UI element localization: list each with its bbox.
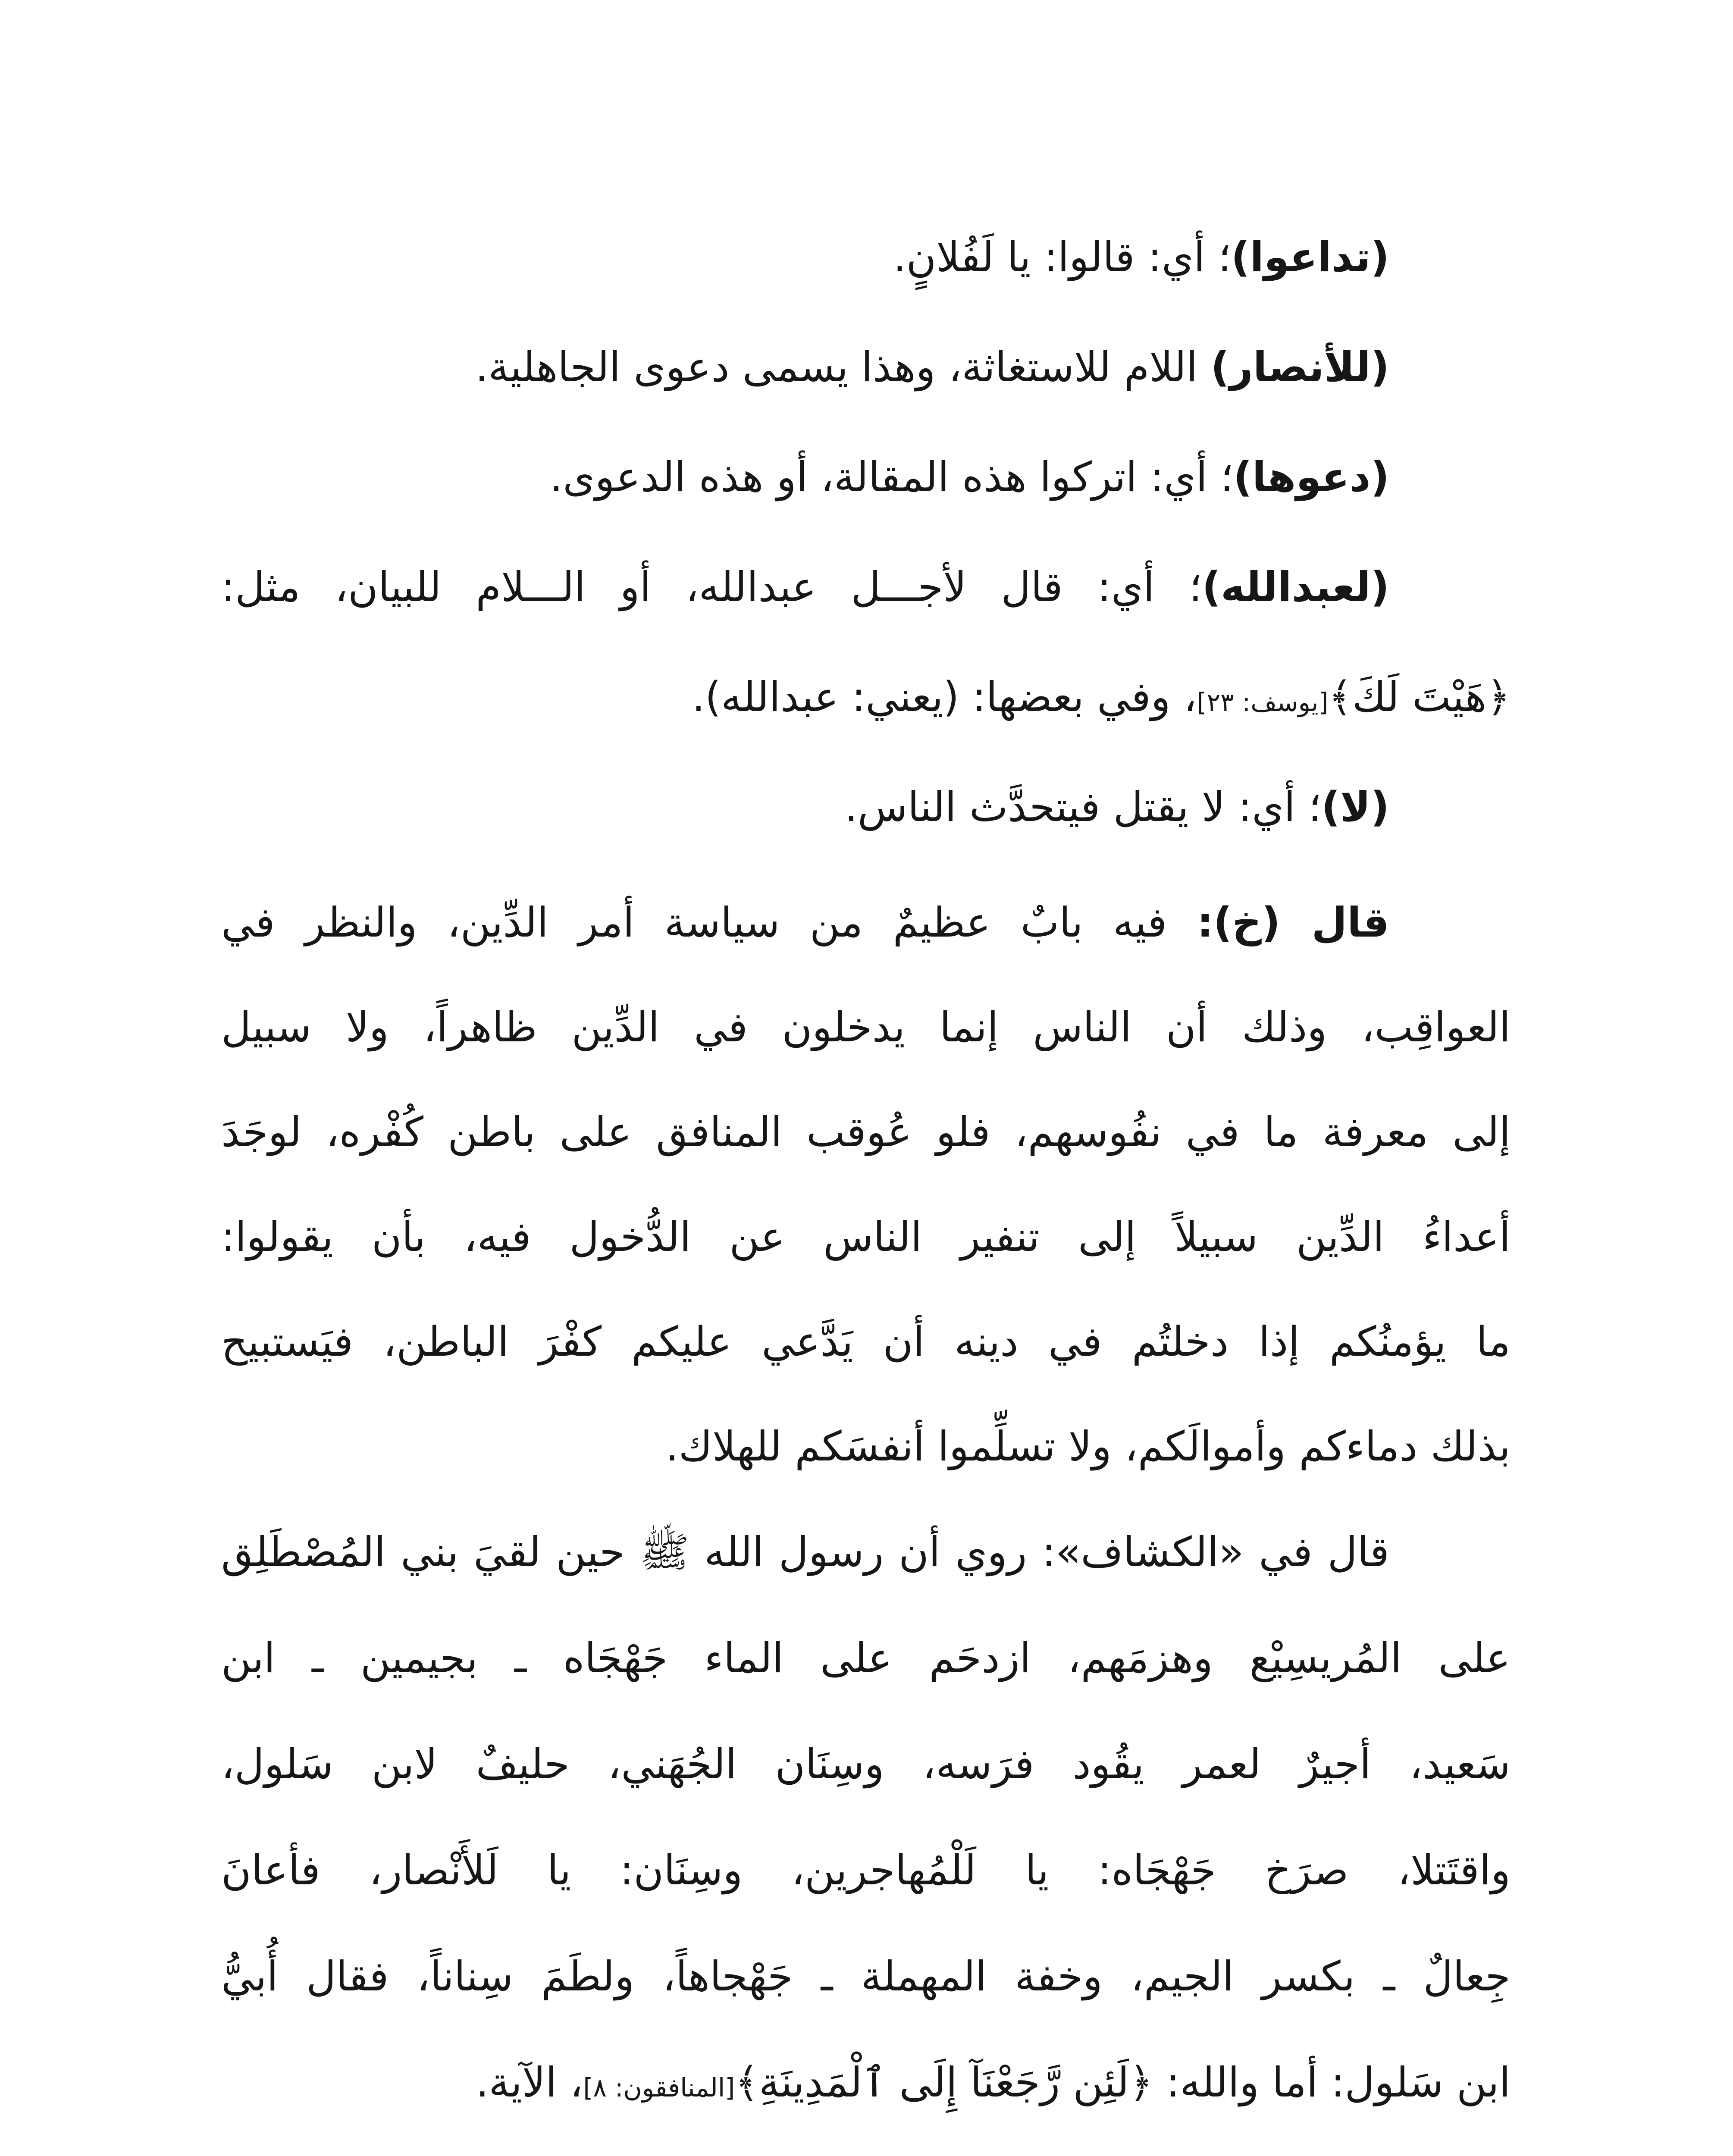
quran-verse: ﴿لَئِن رَّجَعْنَآ إِلَى ٱلْمَدِينَةِ﴾ [735,2059,1153,2106]
paragraph-line: على المُريسِيْع وهزمَهم، ازدحَم على الماء جَهْجَاه ـ بجيمين ـ ابن [221,1635,1510,1682]
explanation-line [221,313,1510,423]
paragraph-line: أعداءُ الدِّين سبيلاً إلى تنفير الناس عن الدُّخول فيه، بأن يقولوا: [221,1213,1510,1261]
explanation-continuation-line [221,642,1510,752]
explanation-text: ؛ أي: اتركوا هذه المقالة، أو هذه الدعوى. [550,454,1234,501]
explanation-line [221,533,1510,642]
paragraph-line: ما يؤمنُكم إذا دخلتُم في دينه أن يَدَّعي عليكم كفْرَ الباطن، فيَستبيح [221,1318,1510,1366]
paragraph-line: جِعالٌ ـ بكسر الجيم، وخفة المهملة ـ جَهْجاهاً، ولطَمَ سِناناً، فقال أُبيُّ [221,1953,1510,2000]
explained-term: (دعوها) [1233,454,1389,501]
paragraph-text: ابن سَلول: أما والله: [1153,2059,1510,2106]
paragraph-line: العواقِب، وذلك أن الناس إنما يدخلون في الدِّين ظاهراً، ولا سبيل [221,1004,1510,1051]
explained-term: (لا) [1321,783,1389,831]
explanation-line [221,423,1510,533]
paragraph-line: قال في «الكشاف»: روي أن رسول الله ﷺ حين لقيَ بني المُصْطَلِق [221,1529,1389,1576]
explanation-text: اللام للاستغاثة، وهذا يسمى دعوى الجاهلية. [475,344,1211,391]
explained-term: (لعبدالله) [1202,564,1389,611]
verse-reference: [يوسف: ٢٣] [1197,687,1329,717]
paragraph-line [221,871,1510,975]
paragraph-line: إلى معرفة ما في نفُوسهم، فلو عُوقب المنافق على باطن كُفْره، لوجَدَ [221,1109,1510,1156]
explanation-text: ، وفي بعضها: (يعني: عبدالله). [692,674,1197,721]
verse-reference: [المنافقون: ٨] [583,2073,735,2103]
paragraph-lead: قال (خ): [1197,899,1389,946]
paragraph-text: ، الآية. [476,2059,583,2106]
explanation-text: ؛ أي: قالوا: يا لَفُلانٍ. [893,234,1232,281]
explanation-text: ؛ أي: لا يقتل فيتحدَّث الناس. [844,783,1322,831]
paragraph-text: فيه بابٌ عظيمٌ من سياسة أمر الدِّين، والنظر في [221,899,1197,946]
explanation-text: ؛ أي: قال لأجـــل عبدالله، أو الـــلام للبيان، مثل: [221,564,1202,611]
paragraph-line: سَعيد، أجيرٌ لعمر يقُود فرَسه، وسِنَان الجُهَني، حليفٌ لابن سَلول، [221,1741,1510,1788]
quran-verse: ﴿هَيْتَ لَكَ﴾ [1328,674,1510,721]
explained-term: (للأنصار) [1210,344,1389,391]
paragraph-line: واقتَتلا، صرَخ جَهْجَاه: يا لَلْمُهاجرين، وسِنَان: يا لَلأَنْصار، فأعانَ [221,1847,1510,1894]
paragraph-line [221,2030,1510,2136]
glossary-entries [221,203,1510,862]
explanation-line [221,203,1510,313]
kashshaf-paragraph [221,1499,1510,2136]
explanation-line [221,752,1510,862]
khattabi-paragraph [221,871,1510,1499]
explained-term: (تداعوا) [1231,234,1389,281]
paragraph-line: بذلك دماءكم وأموالَكم، ولا تسلِّموا أنفسَكم للهلاك. [665,1423,1510,1470]
